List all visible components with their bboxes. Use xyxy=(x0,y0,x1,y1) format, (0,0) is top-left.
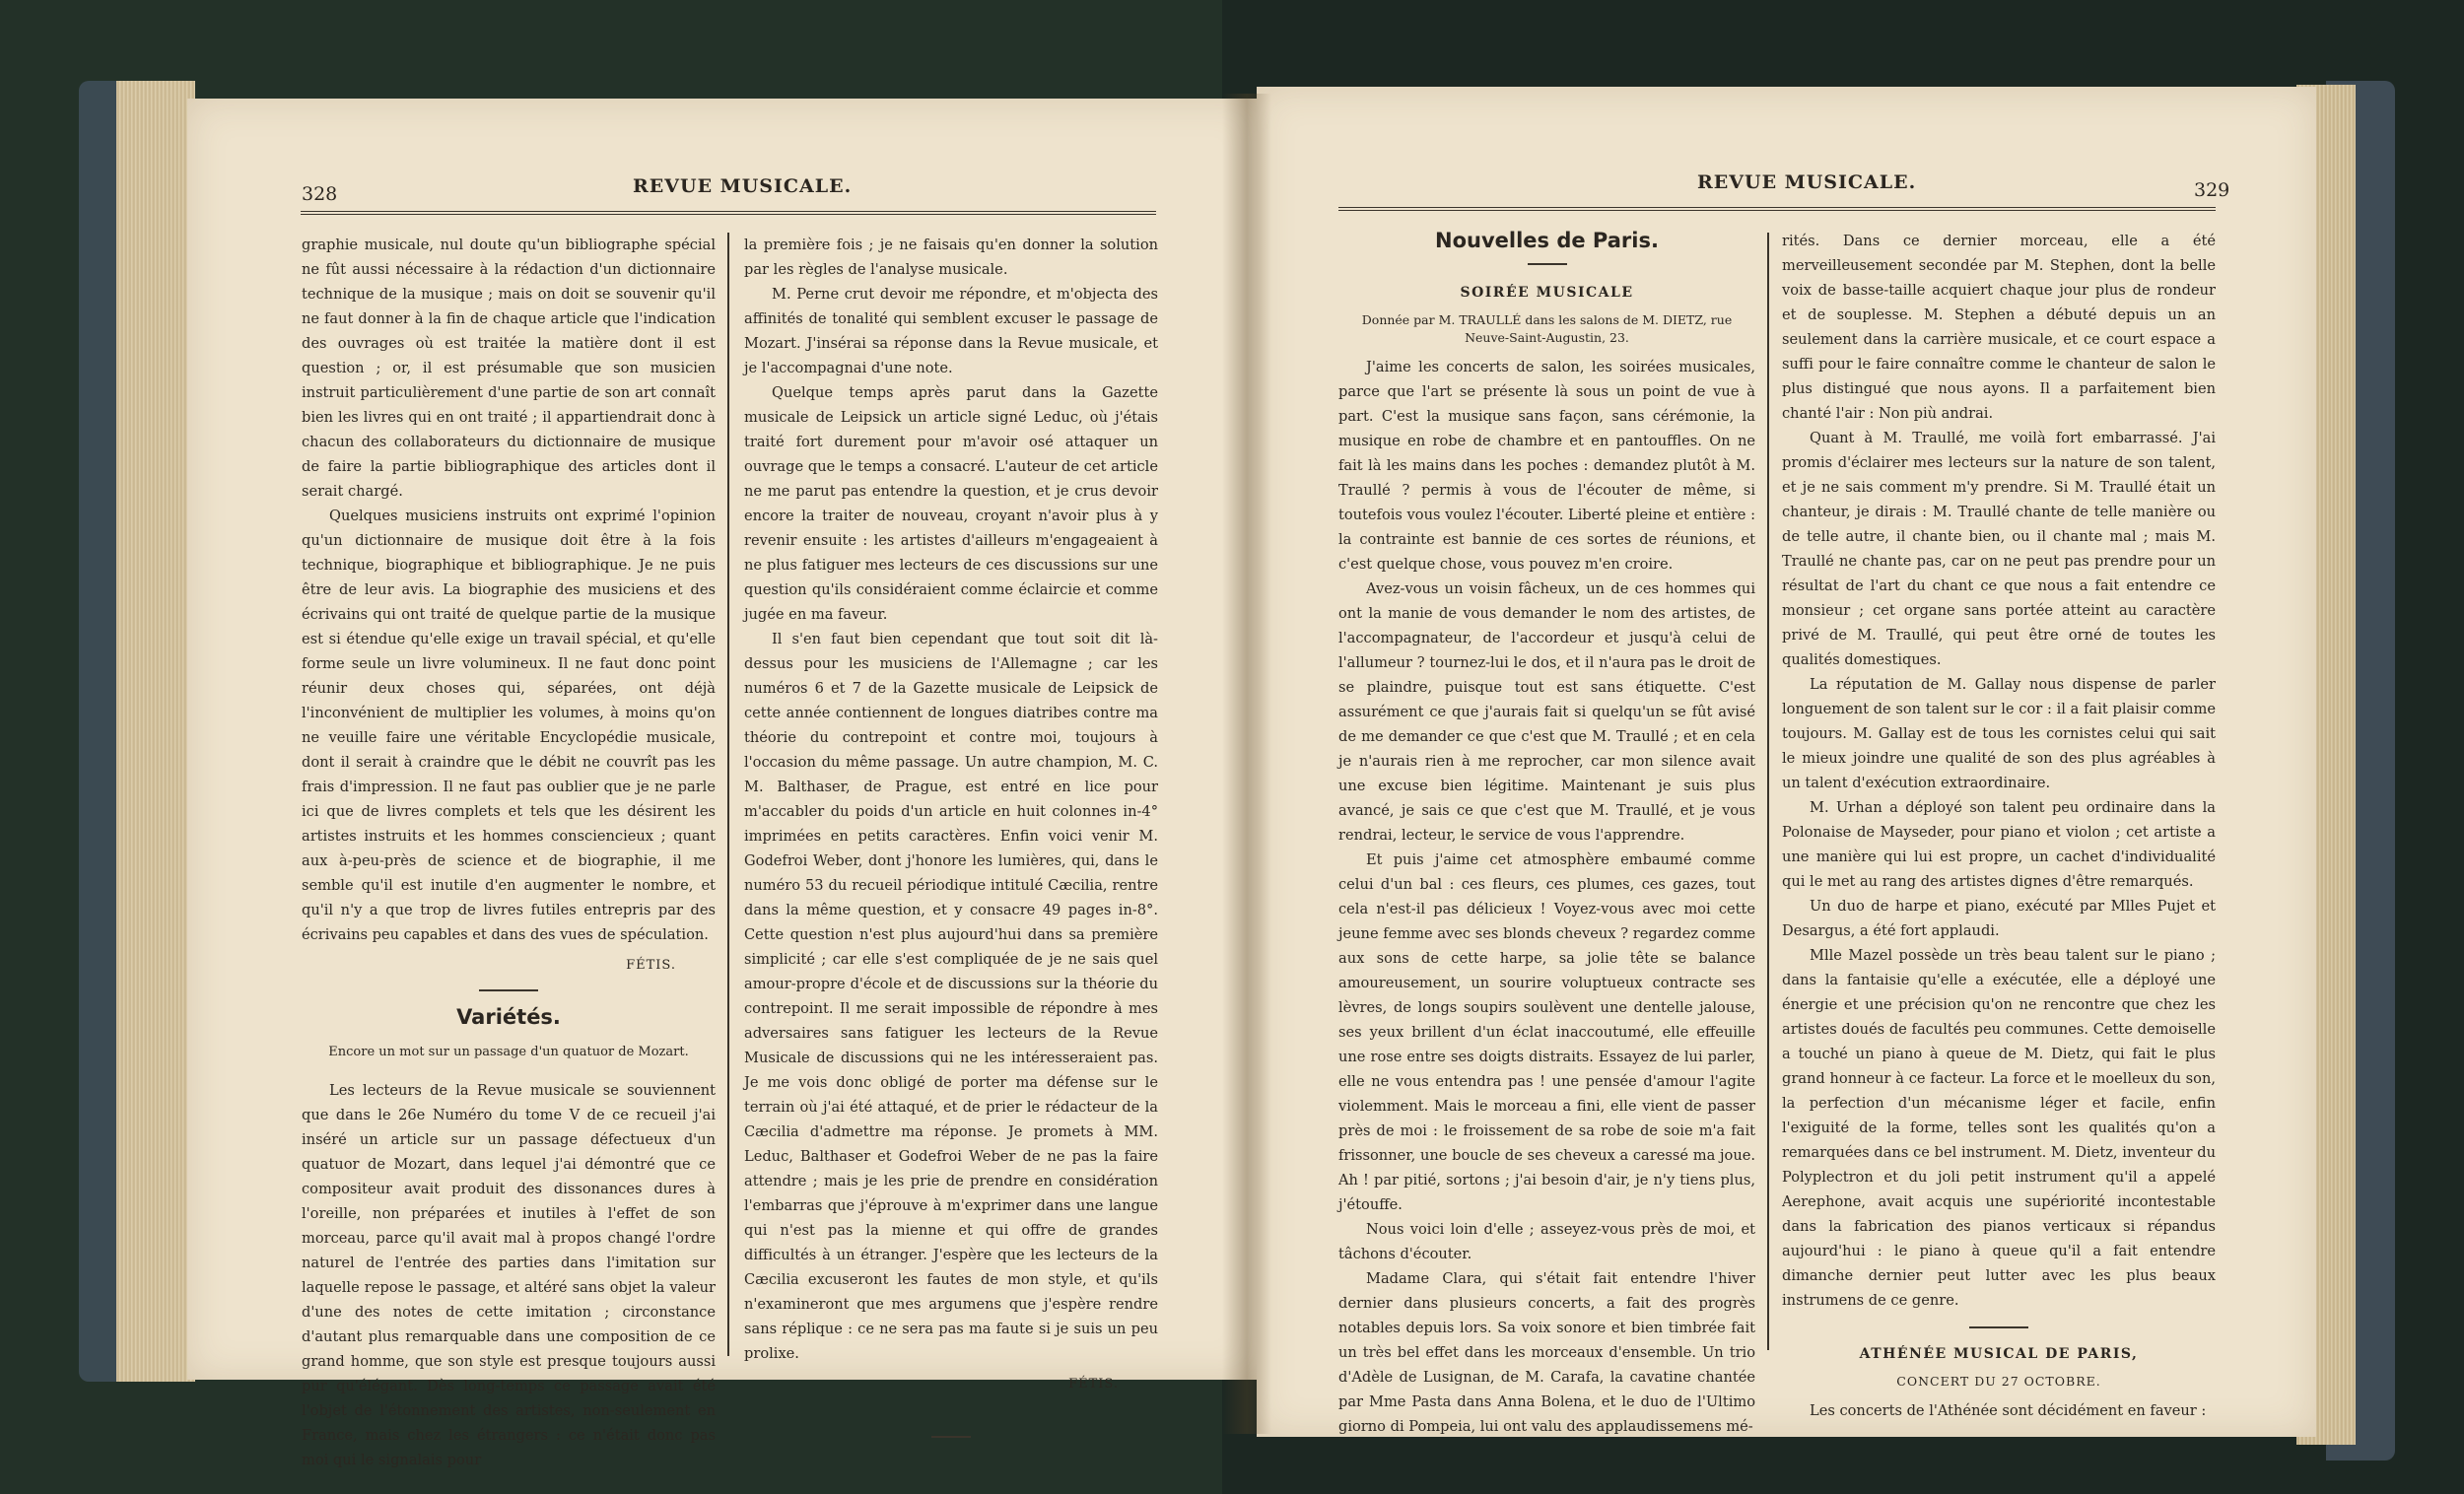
signature: FÉTIS. xyxy=(1068,1377,1119,1392)
page-number-left: 328 xyxy=(302,183,338,205)
paragraph: graphie musicale, nul doute qu'un bibliographe spécial ne fût aussi nécessaire à la rédaction d'un dictionnaire technique de la musique ; mais on doit se souvenir qu'il ne faut donner à la fin de chaque article que l'indication des ouvrages où est traitée la matière dont il est question ; or, il est présumable que son musicien instruit particulièrement d'une partie de son art connaît bien les livres qui en ont traité ; il appartiendrait donc à chacun des collaborateurs du dictionnaire de musique de faire la partie bibliographique des articles dont il serait chargé. xyxy=(302,237,716,500)
section-title-athenee: ATHÉNÉE MUSICAL DE PARIS, xyxy=(1859,1346,2139,1362)
paragraph: Et puis j'aime cet atmosphère embaumé comme celui d'un bal : ces fleurs, ces plumes, ces gazes, tout cela n'est-il pas délicieux ! Voyez-vous avec moi cette jeune femme avec ses blonds cheveux ? regardez comme aux sons de cette harpe, sa jolie tête se balance amoureusement, un sourire voluptueux contracte ses lèvres, de longs soupirs soulèvent une dentelle jalouse, ses yeux brillent d'un éclat inaccoutumé, elle effeuille une rose entre ses doigts distraits. Essayez de lui parler, elle ne vous entendra pas ! une pensée d'amour l'agite violemment. Mais le morceau a fini, elle vient de passer près de moi : le froissement de sa robe de soie m'a fait frissonner, une boucle de ses cheveux a caressé ma joue. Ah ! par pitié, sortons ; j'ai besoin d'air, je n'y tiens plus, j'étouffe. xyxy=(1338,851,1755,1213)
paragraph: Quelque temps après parut dans la Gazette musicale de Leipsick un article signé Leduc, où j'étais traité fort durement pour m'avoir osé attaquer un ouvrage que le temps a consacré. L'auteur de cet article ne me parut pas entendre la question, et je crus devoir encore la traiter de nouveau, croyant n'avoir plus à y revenir ensuite : les artistes d'ailleurs m'engageaient à ne plus fatiguer mes lecteurs de ces discussions sur une question qu'ils considéraient comme éclaircie et comme jugée en ma faveur. xyxy=(744,384,1158,623)
paragraph: J'aime les concerts de salon, les soirées musicales, parce que l'art se présente là sous un point de vue à part. C'est la musique sans façon, sans cérémonie, la musique en robe de chambre et en pantouffles. On ne fait là les mains dans les poches : demandez plutôt à M. Traullé ? permis à vous de l'écouter de même, si toutefois vous voulez l'écouter. Liberté pleine et entière : la contrainte est bannie de ces sortes de réunions, et c'est quelque chose, vous pouvez m'en croire. xyxy=(1338,359,1755,573)
soiree-given-by: Donnée par M. TRAULLÉ dans les salons de M. DIETZ, rue Neuve-Saint-Augustin, 23. xyxy=(1361,312,1733,345)
paragraph: Un duo de harpe et piano, exécuté par Mlles Pujet et Desargus, a été fort applaudi. xyxy=(1782,898,2216,939)
signature: FÉTIS. xyxy=(626,958,676,973)
section-title-soiree: SOIRÉE MUSICALE xyxy=(1460,285,1634,301)
section-separator xyxy=(479,989,538,991)
paragraph: Madame Clara, qui s'était fait entendre l'hiver dernier dans plusieurs concerts, a fait des progrès notables depuis lors. Sa voix sonore et bien timbrée fait un très bel effet dans les morceaux d'ensemble. Un trio d'Adèle de Lusignan, de M. Carafa, la cavatine chantée par Mme Pasta dans Anna Bolena, et le duo de l'Ultimo giorno di Pompeia, lui ont valu des applaudissemens mé- xyxy=(1338,1270,1755,1435)
paragraph: la première fois ; je ne faisais qu'en donner la solution par les règles de l'analyse musicale. xyxy=(744,237,1158,278)
page-edges-left xyxy=(116,81,195,1382)
paragraph: Avez-vous un voisin fâcheux, un de ces hommes qui ont la manie de vous demander le nom des artistes, de l'accompagnateur, de l'accordeur et jusqu'à celui de l'allumeur ? tournez-lui le dos, et il n'aura pas le droit de se plaindre, puisque tout est sans étiquette. C'est assurément ce que j'aurais fait si quelqu'un se fût avisé de me demander ce que c'est que M. Traullé ; et en cela je n'aurais rien à me reprocher, car mon silence avait une excuse bien légitime. Maintenant je suis plus avancé, je sais ce que c'est que M. Traullé, et je vous rendrai, lecteur, le service de vous l'apprendre. xyxy=(1338,580,1755,844)
left-page-column-2 xyxy=(744,233,1158,1454)
paragraph: Les lecteurs de la Revue musicale se souviennent que dans le 26e Numéro du tome V de ce recueil j'ai inséré un article sur un passage défectueux d'un quatuor de Mozart, dans lequel j'ai démontré que ce compositeur avait produit des dissonances dures à l'oreille, non préparées et inutiles à l'effet de son morceau, parce qu'il avait mal à propos changé l'ordre naturel de l'entrée des parties dans l'imitation sur laquelle repose le passage, et altéré sans objet la valeur d'une des notes de cette imitation ; circonstance d'autant plus remarquable dans une composition de ce grand homme, que son style est presque toujours aussi pur qu'élégant. Dès long-temps ce passage avait été l'objet de l'étonnement des artistes, non-seulement en France, mais chez les étrangers : ce n'était donc pas moi qui le signalais pour xyxy=(302,1082,716,1468)
paragraph: Il s'en faut bien cependant que tout soit dit là-dessus pour les musiciens de l'Allemagne ; car les numéros 6 et 7 de la Gazette musicale de Leipsick de cette année contiennent de longues diatribes contre ma théorie du contrepoint et contre moi, toujours à l'occasion du même passage. Un autre champion, M. C. M. Balthaser, de Prague, est entré en lice pour m'accabler du poids d'un article en huit colonnes in-4° imprimées en petits caractères. Enfin voici venir M. Godefroi Weber, dont j'honore les lumières, qui, dans le numéro 53 du recueil périodique intitulé Cæcilia, rentre dans la même question, et y consacre 49 pages in-8°. Cette question n'est plus aujourd'hui dans sa première simplicité ; car elle s'est compliquée de je ne sais quel amour-propre d'école et de discussions sur la théorie du contrepoint. Il me serait impossible de répondre à mes adversaires sans fatiguer les lecteurs de la Revue Musicale de discussions qui ne les intéresseraient pas. Je me vois donc obligé de porter ma défense sur le terrain où j'ai été attaqué, et de prier le rédacteur de la Cæcilia d'admettre ma réponse. Je promets à MM. Leduc, Balthaser et Godefroi Weber de ne pas la faire attendre ; mais je les prie de prendre en considération l'embarras que j'éprouve à m'exprimer dans une langue qui n'est pas la mienne et qui offre de grandes difficultés à un étranger. J'espère que les lecteurs de la Cæcilia excuseront les fautes de mon style, et qu'ils n'examineront que mes argumens que j'espère rendre sans réplique : ce ne sera pas ma faute si je suis un peu prolixe. xyxy=(744,631,1158,1362)
athenee-subtitle: CONCERT DU 27 OCTOBRE. xyxy=(1896,1374,2101,1389)
column-rule-left xyxy=(727,233,729,1356)
header-rule-left xyxy=(301,211,1156,215)
section-separator xyxy=(931,1436,971,1438)
book-gutter xyxy=(1222,94,1271,1434)
page-number-right: 329 xyxy=(2194,179,2230,201)
paragraph: Quelques musiciens instruits ont exprimé l'opinion qu'un dictionnaire de musique doit être à la fois technique, biographique et bibliographique. Je ne puis être de leur avis. La biographie des musiciens et des écrivains qui ont traité de quelque partie de la musique est si étendue qu'elle exige un travail spécial, et qu'elle forme seule un livre volumineux. Il ne faut donc point réunir deux choses qui, séparées, ont déjà l'inconvénient de multiplier les volumes, à moins qu'on ne veuille faire une véritable Encyclopédie musicale, dont il serait à craindre que le débit ne couvrît pas les frais d'impression. Il ne faut pas oublier que je ne parle ici que de livres complets et tels que les désirent les artistes instruits et les hommes consciencieux ; quant aux à-peu-près de science et de biographie, il me semble qu'il est inutile d'en augmenter le nombre, et qu'il n'y a que trop de livres futiles entrepris par des écrivains peu capables et dans des vues de spéculation. xyxy=(302,508,716,943)
running-header-right: REVUE MUSICALE. xyxy=(1697,171,1917,193)
paragraph: M. Urhan a déployé son talent peu ordinaire dans la Polonaise de Mayseder, pour piano et violon ; cet artiste a une manière qui lui est propre, un cachet d'individualité qui le met au rang des artistes dignes d'être remarqués. xyxy=(1782,799,2216,890)
paragraph: La réputation de M. Gallay nous dispense de parler longuement de son talent sur le cor : il a fait plaisir comme toujours. M. Gallay est de tous les cornistes celui qui sait le mieux joindre une qualité de son des plus agréables à un talent d'exécution extraordinaire. xyxy=(1782,676,2216,791)
right-page-column-2 xyxy=(1782,229,2216,1423)
column-rule-right xyxy=(1767,233,1769,1350)
paragraph: M. Perne crut devoir me répondre, et m'objecta des affinités de tonalité qui semblent excuser le passage de Mozart. J'insérai sa réponse dans la Revue musicale, et je l'accompagnai d'une note. xyxy=(744,286,1158,376)
paragraph: rités. Dans ce dernier morceau, elle a été merveilleusement secondée par M. Stephen, dont la belle voix de basse-taille acquiert chaque jour plus de rondeur et de souplesse. M. Stephen a débuté depuis un an seulement dans la carrière musicale, et ce court espace a suffi pour le faire connaître comme le chanteur de salon le plus distingué que nous ayons. Il a parfaitement bien chanté l'air : Non più andrai. xyxy=(1782,233,2216,422)
paragraph: Les concerts de l'Athénée sont décidément en faveur : xyxy=(1810,1402,2207,1419)
paragraph: Nous voici loin d'elle ; asseyez-vous près de moi, et tâchons d'écouter. xyxy=(1338,1221,1755,1262)
paragraph: Quant à M. Traullé, me voilà fort embarrassé. J'ai promis d'éclairer mes lecteurs sur la nature de son talent, et je ne sais comment m'y prendre. Si M. Traullé était un chanteur, je dirais : M. Traullé chante de telle manière ou de telle autre, il chante bien, ou il chante mal ; mais M. Traullé ne chante pas, car on ne peut pas prendre pour un résultat de l'art du chant ce que nous a fait entendre ce monsieur ; cet organe sans portée atteint au caractère privé de M. Traullé, qui peut être orné de toutes les qualités domestiques. xyxy=(1782,430,2216,668)
left-page-column-1 xyxy=(302,233,716,1472)
header-rule-right xyxy=(1338,207,2216,211)
paragraph: Mlle Mazel possède un très beau talent sur le piano ; dans la fantaisie qu'elle a exécutée, elle a déployé une énergie et une précision qu'on ne rencontre que chez les artistes doués de facultés peu communes. Cette demoiselle a touché un piano à queue de M. Dietz, qui fait le plus grand honneur à ce facteur. La force et le moelleux du son, la perfection d'un mécanisme léger et facile, enfin l'exiguité de la forme, telles sont les qualités qu'on a remarquées dans ce bel instrument. M. Dietz, inventeur du Polyplectron et du joli petit instrument qu'il a appelé Aerephone, avait acquis une supériorité incontestable dans la fabrication des pianos verticaux si répandus aujourd'hui : le piano à queue qu'il a fait entendre dimanche dernier peut lutter avec les plus beaux instrumens de ce genre. xyxy=(1782,947,2216,1309)
right-page-column-1 xyxy=(1338,229,1755,1439)
running-header-left: REVUE MUSICALE. xyxy=(633,175,853,197)
section-separator xyxy=(1969,1326,2028,1328)
section-title-nouvelles: Nouvelles de Paris. xyxy=(1435,229,1659,252)
section-separator xyxy=(1528,263,1567,265)
section-title-varietes: Variétés. xyxy=(456,1005,561,1029)
section-subtitle: Encore un mot sur un passage d'un quatuor de Mozart. xyxy=(328,1045,689,1059)
